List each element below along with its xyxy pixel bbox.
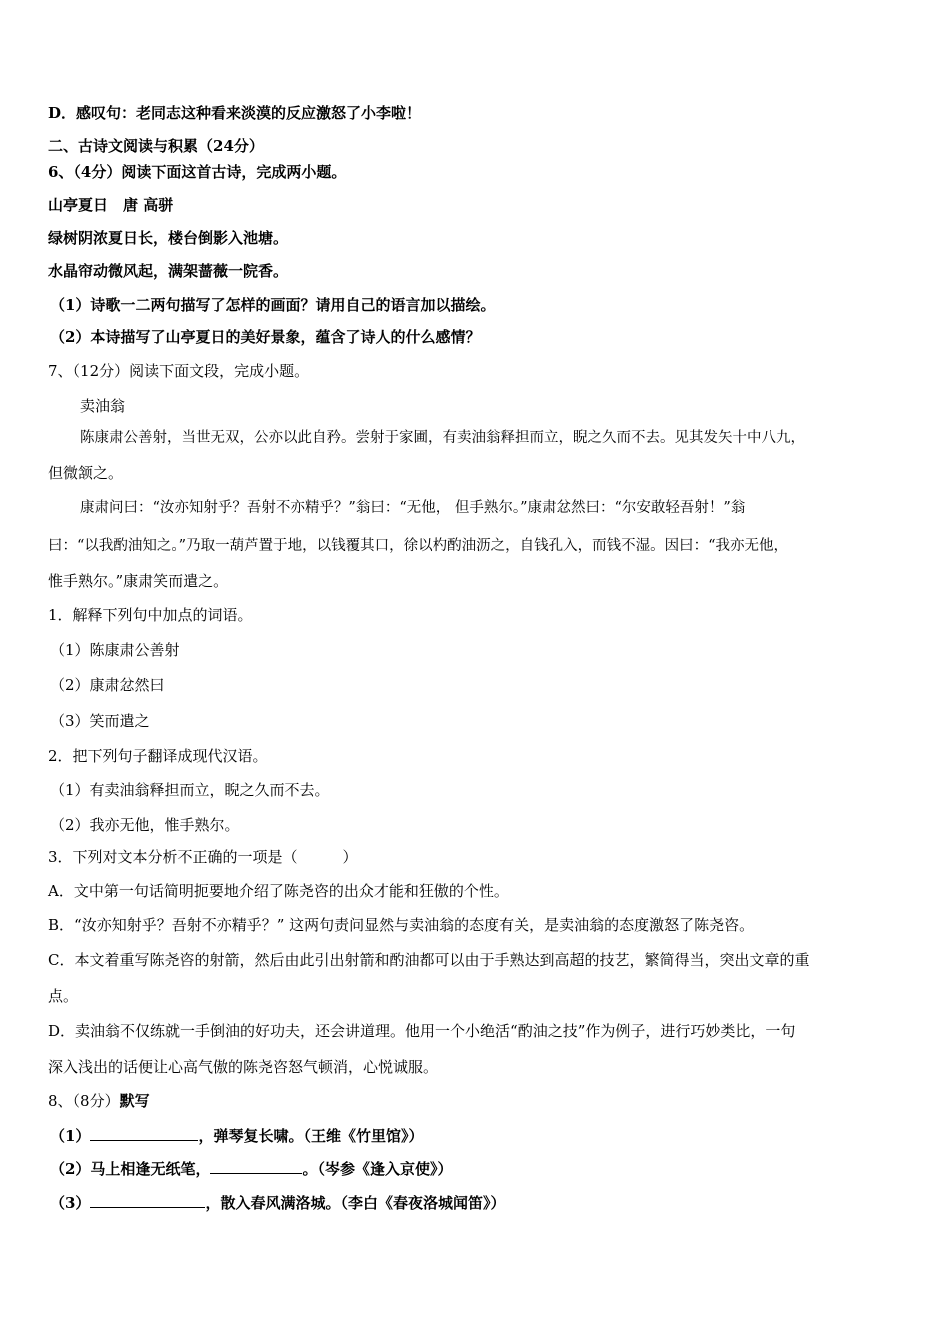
q6-poem-line1: 绿树阴浓夏日长，楼台倒影入池塘。: [48, 229, 289, 247]
q7-passage-title: 卖油翁: [80, 397, 126, 415]
q7-p1-line2: 但微颔之。: [48, 464, 124, 482]
q7-q3-option-d-line1: D．卖油翁不仅练就一手倒油的好功夫，还会讲道理。他用一个小绝活“酌油之技”作为例子，进行巧妙类比，一句: [48, 1022, 796, 1040]
q8-header-prefix: 8、（8分）: [48, 1092, 120, 1110]
q7-p2-line1: 康肃问曰：“汝亦知射乎？吾射不亦精乎？”翁曰：“无他， 但手熟尔。”康肃忿然曰：“尔安敢轻吾射！”翁: [80, 500, 746, 516]
q8-item2-text-head: （2）马上相逢无纸笔，: [50, 1160, 211, 1178]
q8-item2-blank[interactable]: [210, 1158, 302, 1174]
q8-item3-text: ，散入春风满洛城。（李白《春夜洛城闻笛》）: [205, 1194, 506, 1212]
q7-p1-line1: 陈康肃公善射，当世无双，公亦以此自矜。尝射于家圃，有卖油翁释担而立，睨之久而不去。见其发矢十中八九，: [80, 430, 805, 446]
q7-q3-option-c-line2: 点。: [48, 987, 79, 1005]
q7-q1-b: （2）康肃忿然曰: [50, 676, 165, 694]
q8-item3-blank[interactable]: [90, 1192, 205, 1208]
q8-item1-text: ，弹琴复长啸。（王维《竹里馆》）: [198, 1127, 424, 1145]
q8-item3: [50, 1192, 910, 1213]
q8-item1: [50, 1125, 910, 1146]
q7-q1-header: 1．解释下列句中加点的词语。: [48, 606, 253, 624]
q6-sub1: （1）诗歌一二两句描写了怎样的画面？请用自己的语言加以描绘。: [50, 296, 496, 314]
q6-poem-line2: 水晶帘动微风起，满架蔷薇一院香。: [48, 262, 289, 280]
q6-poem-title: 山亭夏日 唐 高骈: [48, 196, 174, 214]
q5-option-d: D．感叹句：老同志这种看来淡漠的反应激怒了小李啦！: [48, 104, 422, 122]
q8-header-bold: 默写: [119, 1092, 150, 1110]
q7-q3-option-c-line1: C．本文着重写陈尧咨的射箭，然后由此引出射箭和酌油都可以由于手熟达到高超的技艺，繁简得当，突出文章的重: [48, 951, 810, 969]
q7-q3-header: 3．下列对文本分析不正确的一项是（ ）: [48, 848, 358, 866]
q8-item1-number: （1）: [50, 1127, 91, 1145]
section2-title: 二、古诗文阅读与积累（24分）: [48, 137, 264, 155]
q7-header: 7、（12分）阅读下面文段，完成小题。: [48, 362, 310, 380]
q7-q2-header: 2．把下列句子翻译成现代汉语。: [48, 747, 268, 765]
q7-q2-b: （2）我亦无他，惟手熟尔。: [50, 816, 240, 834]
q7-q3-option-d-line2: 深入浅出的话便让心高气傲的陈尧咨怒气顿消，心悦诚服。: [48, 1058, 439, 1076]
q6-sub2: （2）本诗描写了山亭夏日的美好景象，蕴含了诗人的什么感情？: [50, 328, 481, 346]
q7-p2-line2: 曰：“以我酌油知之。”乃取一葫芦置于地，以钱覆其口，徐以杓酌油沥之，自钱孔入，而钱不湿。因曰：“我亦无他，: [48, 538, 788, 554]
q8-item2-text: 。（岑参《逢入京使》）: [302, 1160, 453, 1178]
q7-p2-line3: 惟手熟尔。”康肃笑而遣之。: [48, 572, 229, 590]
q8-item3-number: （3）: [50, 1194, 91, 1212]
q8-item1-blank[interactable]: [90, 1125, 198, 1141]
q7-q3-option-a: A．文中第一句话简明扼要地介绍了陈尧咨的出众才能和狂傲的个性。: [48, 882, 509, 900]
q7-q3-option-b: B．“汝亦知射乎？吾射不亦精乎？” 这两句责问显然与卖油翁的态度有关，是卖油翁的态度激怒了陈尧咨。: [48, 916, 755, 934]
q7-q2-a: （1）有卖油翁释担而立，睨之久而不去。: [50, 781, 330, 799]
q7-q1-c: （3）笑而遣之: [50, 712, 150, 730]
q8-item2: [50, 1158, 910, 1179]
q8-header: [48, 1091, 910, 1111]
q6-header: 6、（4分）阅读下面这首古诗，完成两小题。: [48, 163, 347, 181]
q7-q1-a: （1）陈康肃公善射: [50, 641, 180, 659]
